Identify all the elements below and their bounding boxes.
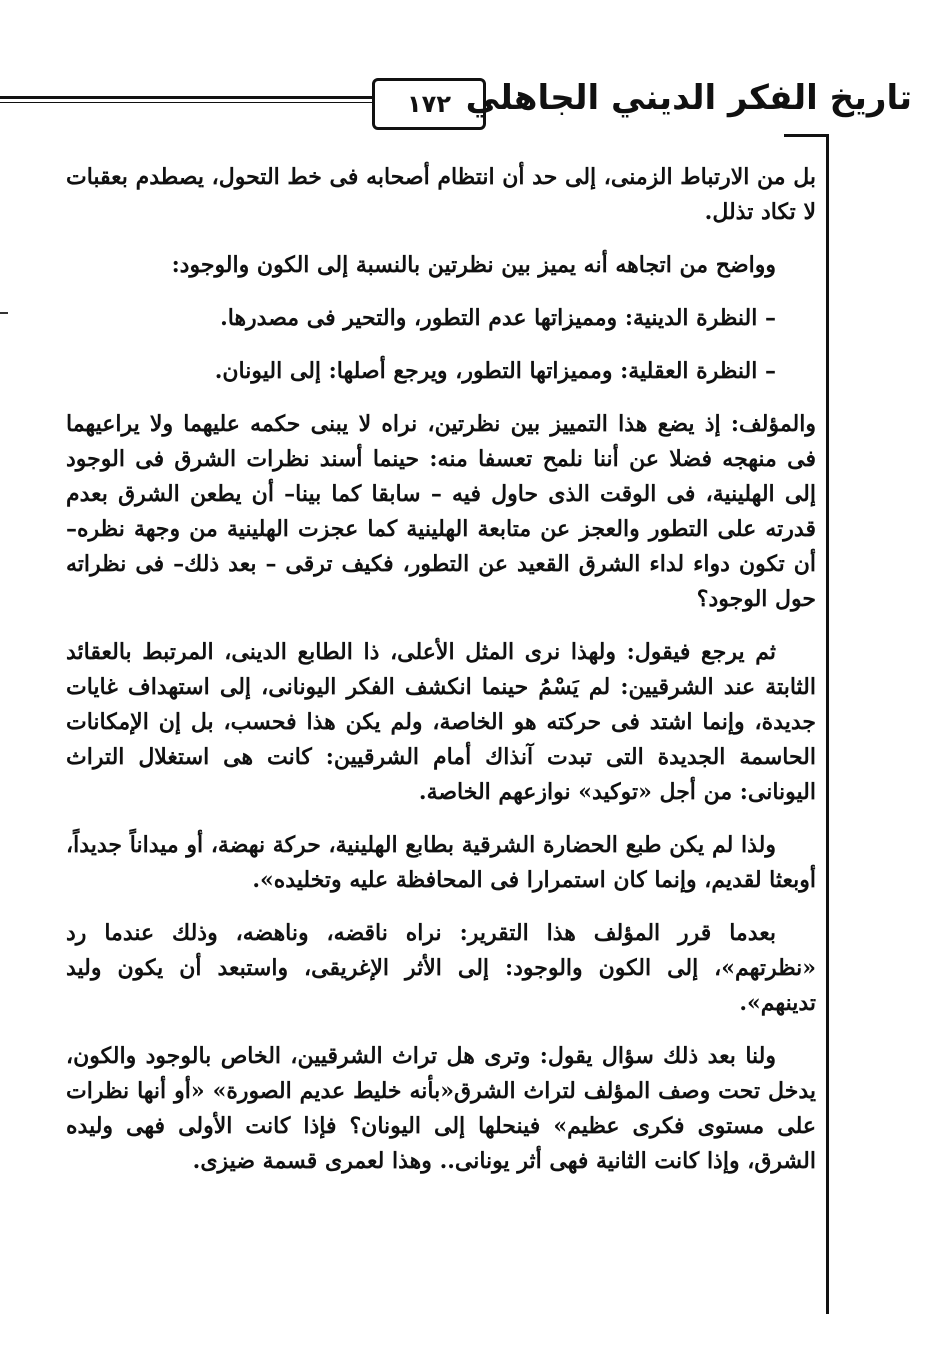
list-item: – النظرة العقلية: ومميزاتها التطور، ويرجع أصلها: إلى اليونان.: [214, 358, 776, 384]
page-body: [66, 160, 816, 1197]
paragraph: ثم يرجع فيقول: ولهذا نرى المثل الأعلى، ذا الطابع الدينى، المرتبط بالعقائد الثابتة عند الشرقيين: لم يَسْمُ حينما انكشف الفكر اليونانى، إلى استهداف غايات جديدة، وإنما اشتد فى حركته هو الخاصة، ولم يكن هذا فحسب، بل إن الإمكانات الحاسمة الجديدة التى تبدت آنذاك أمام الشرقيين: كانت هى استغلال التراث اليونانى: من أجل «توكيد» نوازعهم الخاصة.: [66, 639, 816, 805]
page-number: ١٧٢: [372, 78, 486, 130]
list-item: – النظرة الدينية: ومميزاتها عدم التطور، والتحير فى مصدرها.: [220, 305, 776, 331]
paragraph: بعدما قرر المؤلف هذا التقرير: نراه ناقضه، وناهضه، وذلك عندما رد «نظرتهم»، إلى الكون والوجود: إلى الأثر الإغريقى، واستبعد أن يكون وليد تدينهم».: [66, 920, 816, 1016]
paragraph: بل من الارتباط الزمنى، إلى حد أن انتظام أصحابه فى خط التحول، يصطدم بعقبات لا تكاد تذلل.: [66, 164, 816, 225]
header-rule: [0, 96, 380, 99]
frame-right-rule: [826, 134, 829, 1314]
paragraph: وواضح من اتجاهه أنه يميز بين نظرتين بالنسبة إلى الكون والوجود:: [171, 252, 776, 278]
paragraph: ولذا لم يكن طبع الحضارة الشرقية بطابع الهلينية، حركة نهضة، أو ميداناً جديداً، أوبعثا لقديم، وإنما كان استمرارا فى المحافظة عليه وتخليده».: [66, 832, 816, 893]
margin-mark: [0, 312, 8, 314]
header-rule-thin: [0, 102, 380, 103]
running-title: تاريخ الفكر الديني الجاهلي: [465, 78, 912, 118]
paragraph: والمؤلف: إذ يضع هذا التمييز بين نظرتين، نراه لا يبنى حكمه عليهما ولا يراعيهما فى منهجه فضلا عن أننا نلمح تعسفا منه: حينما أسند نظرات الشرق فى الوجود إلى الهلينية، فى الوقت الذى حاول فيه – سابقا كما بينا– أن يطعن الشرق بعدم قدرته على التطور والعجز عن متابعة الهلينية كما عجزت الهلينية من وجهة نظره– أن تكون دواء لداء الشرق القعيد عن التطور، فكيف ترقى – بعد ذلك– فى نظراته حول الوجود؟: [66, 411, 816, 612]
frame-top-rule: [784, 134, 829, 137]
paragraph: ولنا بعد ذلك سؤال يقول: وترى هل تراث الشرقيين، الخاص بالوجود والكون، يدخل تحت وصف المؤلف لتراث الشرق«بأنه خليط عديم الصورة» «أو أنها نظرات على مستوى فكرى عظيم» فينحلها إلى اليونان؟ فإذا كانت الأولى فهى وليده الشرق، وإذا كانت الثانية فهى أثر يونانى.. وهذا لعمرى قسمة ضيزى.: [66, 1043, 816, 1174]
